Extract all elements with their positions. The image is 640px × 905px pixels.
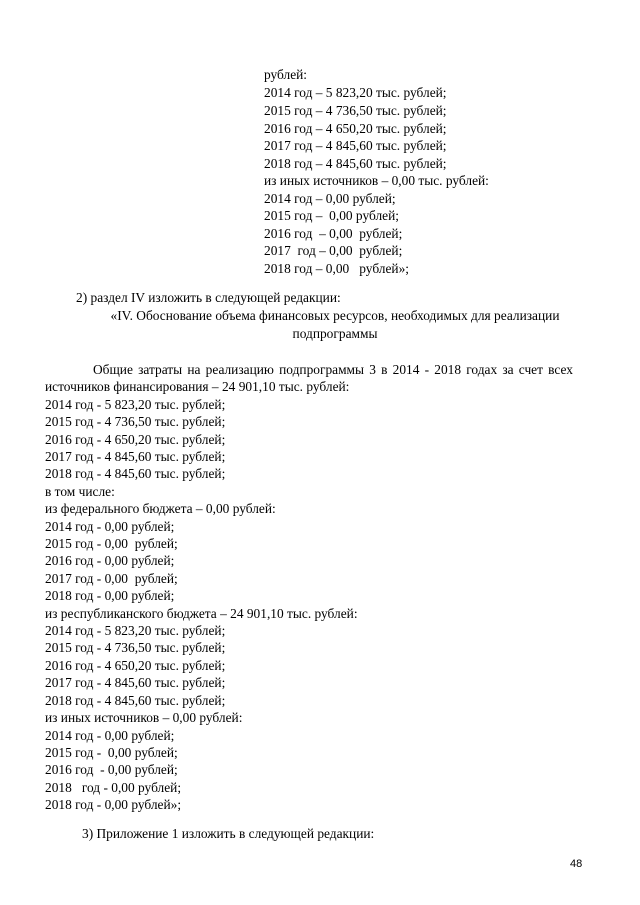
body-line: 2016 год - 4 650,20 тыс. рублей;: [45, 432, 226, 447]
top-line: 2014 год – 0,00 рублей;: [264, 191, 396, 206]
page-number: 48: [570, 858, 583, 870]
body-line: из иных источников – 0,00 рублей:: [45, 710, 243, 725]
body-line: 2016 год - 0,00 рублей;: [45, 762, 178, 777]
body-line: 2017 год - 4 845,60 тыс. рублей;: [45, 675, 226, 690]
body-line: 2014 год - 5 823,20 тыс. рублей;: [45, 397, 226, 412]
body-line: 2018 год - 4 845,60 тыс. рублей;: [45, 693, 226, 708]
top-line: 2015 год – 0,00 рублей;: [264, 208, 399, 223]
top-line: 2018 год – 0,00 рублей»;: [264, 261, 410, 276]
section-heading: «IV. Обоснование объема финансовых ресурсов, необходимых для реализации подпрограммы: [110, 308, 560, 341]
top-line: 2016 год – 0,00 рублей;: [264, 226, 403, 241]
body-line: 2017 год - 0,00 рублей;: [45, 571, 178, 586]
body-line: 2017 год - 4 845,60 тыс. рублей;: [45, 449, 226, 464]
top-line: из иных источников – 0,00 тыс. рублей:: [264, 173, 489, 188]
body-line: 2014 год - 5 823,20 тыс. рублей;: [45, 623, 226, 638]
item-2-instruction: 2) раздел IV изложить в следующей редакции:: [76, 290, 341, 305]
body-line: в том числе:: [45, 484, 115, 499]
body-line: 2015 год - 4 736,50 тыс. рублей;: [45, 640, 226, 655]
body-line: 2018 год - 0,00 рублей»;: [45, 797, 182, 812]
body-line: 2014 год - 0,00 рублей;: [45, 519, 175, 534]
body-line: 2018 год - 0,00 рублей;: [45, 588, 175, 603]
intro-paragraph: Общие затраты на реализацию подпрограммы 3 в 2014 - 2018 годах за счет всех источников финансирования – 24 901,10 тыс. рублей:: [45, 362, 573, 395]
body-line: 2014 год - 0,00 рублей;: [45, 728, 175, 743]
body-line: из республиканского бюджета – 24 901,10 тыс. рублей:: [45, 606, 358, 621]
top-line: 2016 год – 4 650,20 тыс. рублей;: [264, 121, 447, 136]
top-line: 2017 год – 4 845,60 тыс. рублей;: [264, 138, 447, 153]
body-line: 2015 год - 0,00 рублей;: [45, 536, 178, 551]
top-line: рублей:: [264, 67, 308, 82]
body-line: 2018 год - 4 845,60 тыс. рублей;: [45, 466, 226, 481]
top-line: 2018 год – 4 845,60 тыс. рублей;: [264, 156, 447, 171]
body-line: 2018 год - 0,00 рублей;: [45, 780, 182, 795]
body-line: 2015 год - 0,00 рублей;: [45, 745, 178, 760]
top-line: 2017 год – 0,00 рублей;: [264, 243, 403, 258]
item-3-instruction: 3) Приложение 1 изложить в следующей редакции:: [82, 826, 375, 841]
body-line: из федерального бюджета – 0,00 рублей:: [45, 501, 276, 516]
body-line: 2016 год - 4 650,20 тыс. рублей;: [45, 658, 226, 673]
body-line: 2015 год - 4 736,50 тыс. рублей;: [45, 414, 226, 429]
body-line: 2016 год - 0,00 рублей;: [45, 553, 175, 568]
top-line: 2015 год – 4 736,50 тыс. рублей;: [264, 103, 447, 118]
top-line: 2014 год – 5 823,20 тыс. рублей;: [264, 85, 447, 100]
